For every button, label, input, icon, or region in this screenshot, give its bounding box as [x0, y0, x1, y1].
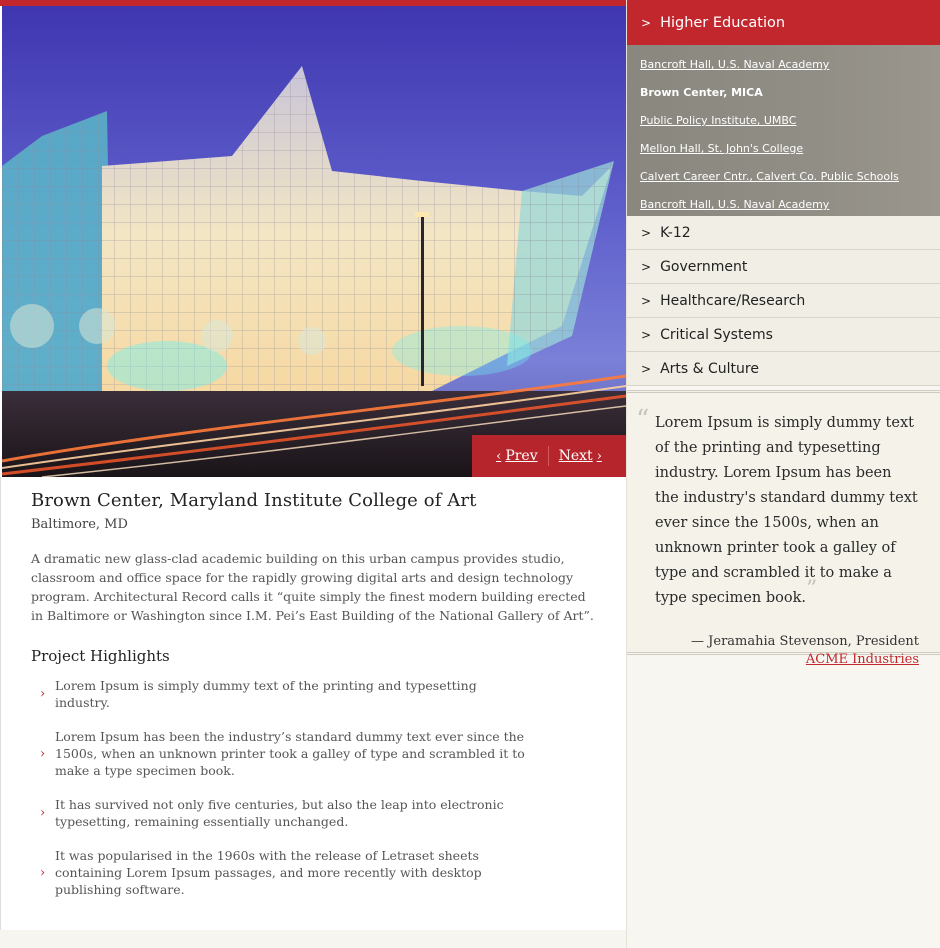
pager-divider — [548, 446, 549, 466]
category-arts-culture[interactable] — [627, 352, 940, 386]
prev-button[interactable] — [496, 448, 538, 464]
chevron-right-icon: > — [641, 225, 652, 240]
testimonial — [627, 390, 940, 667]
highlight-item: › Lorem Ipsum has been the industry’s standard dummy text ever since the 1500s, when an unknown printer took a galley of type and scrambled it to make a type specimen book. — [40, 729, 525, 778]
chevron-right-icon: > — [641, 327, 652, 342]
category-label: Higher Education — [660, 14, 786, 31]
subcategory-list — [627, 45, 940, 216]
chevron-right-icon: > — [641, 361, 652, 376]
chevron-right-icon: > — [641, 259, 652, 274]
chevron-left-icon: ‹ — [496, 448, 502, 464]
category-label: K-12 — [660, 224, 691, 241]
chevron-right-icon: › — [596, 448, 602, 464]
category-label: Healthcare/Research — [660, 292, 806, 309]
testimonial-author: — Jeramahia Stevenson, President — [691, 634, 919, 649]
chevron-right-icon: > — [641, 293, 652, 308]
sub-item-calvert-career-center[interactable]: Calvert Career Cntr., Calvert Co. Public Schools — [640, 170, 899, 183]
prev-label: Prev — [505, 448, 538, 464]
chevron-right-icon: › — [40, 686, 46, 702]
project-title: Brown Center, Maryland Institute College of Art — [31, 490, 477, 511]
left-border — [0, 477, 1, 948]
next-button[interactable] — [559, 448, 602, 464]
highlight-item: › Lorem Ipsum is simply dummy text of the printing and typesetting industry. — [40, 678, 477, 710]
testimonial-company-link[interactable]: ACME Industries — [805, 652, 919, 667]
project-details — [31, 490, 601, 915]
category-label: Government — [660, 258, 748, 275]
category-healthcare-research[interactable] — [627, 284, 940, 318]
highlight-item: › It was popularised in the 1960s with the release of Letraset sheets containing Lorem Ipsum passages, and more recently with desktop publishing software. — [40, 848, 482, 897]
highlights-heading: Project Highlights — [31, 647, 170, 665]
sub-item-mellon-hall[interactable]: Mellon Hall, St. John's College — [640, 142, 804, 155]
quotation-mark-icon: ” — [805, 577, 818, 603]
footer-strip — [0, 930, 626, 948]
chevron-right-icon: › — [40, 746, 46, 761]
testimonial-attribution — [635, 633, 919, 669]
sidebar — [626, 0, 940, 948]
category-government[interactable] — [627, 250, 940, 284]
category-higher-education[interactable] — [627, 0, 940, 45]
project-photo — [2, 6, 626, 477]
category-k12[interactable] — [627, 216, 940, 250]
project-location: Baltimore, MD — [31, 517, 128, 532]
chevron-right-icon: › — [40, 865, 46, 880]
slideshow-pager — [472, 435, 626, 477]
category-label: Arts & Culture — [660, 360, 759, 377]
highlight-item: › It has survived not only five centuries, but also the leap into electronic typesetting, remaining essentially unchanged. — [40, 797, 504, 829]
sub-item-bancroft-hall-2[interactable]: Bancroft Hall, U.S. Naval Academy — [640, 198, 830, 211]
project-description: A dramatic new glass-clad academic building on this urban campus provides studio, classroom and office space for the rapidly growing digital arts and design technology program. Architectural Record calls it “quite simply the finest modern building erected in Baltimore or Washington since I.M. Pei’s East Building of the National Gallery of Art”. — [31, 551, 594, 623]
sub-item-public-policy-institute[interactable]: Public Policy Institute, UMBC — [640, 114, 797, 127]
sub-item-brown-center[interactable]: Brown Center, MICA — [640, 86, 763, 99]
building-photo-illustration — [2, 6, 626, 477]
next-label: Next — [558, 448, 593, 464]
category-critical-systems[interactable] — [627, 318, 940, 352]
chevron-right-icon: › — [40, 805, 46, 821]
highlights-list — [31, 677, 601, 898]
category-label: Critical Systems — [660, 326, 773, 343]
chevron-right-icon: > — [641, 15, 652, 30]
sub-item-bancroft-hall[interactable]: Bancroft Hall, U.S. Naval Academy — [640, 58, 830, 71]
quotation-mark-icon: “ — [636, 405, 650, 435]
testimonial-quote: Lorem Ipsum is simply dummy text of the printing and typesetting industry. Lorem Ipsum has been the industry's standard dummy text ever since the 1500s, when an unknown printer took a galley of type and scrambled it to make a type specimen book.” — [655, 415, 918, 606]
